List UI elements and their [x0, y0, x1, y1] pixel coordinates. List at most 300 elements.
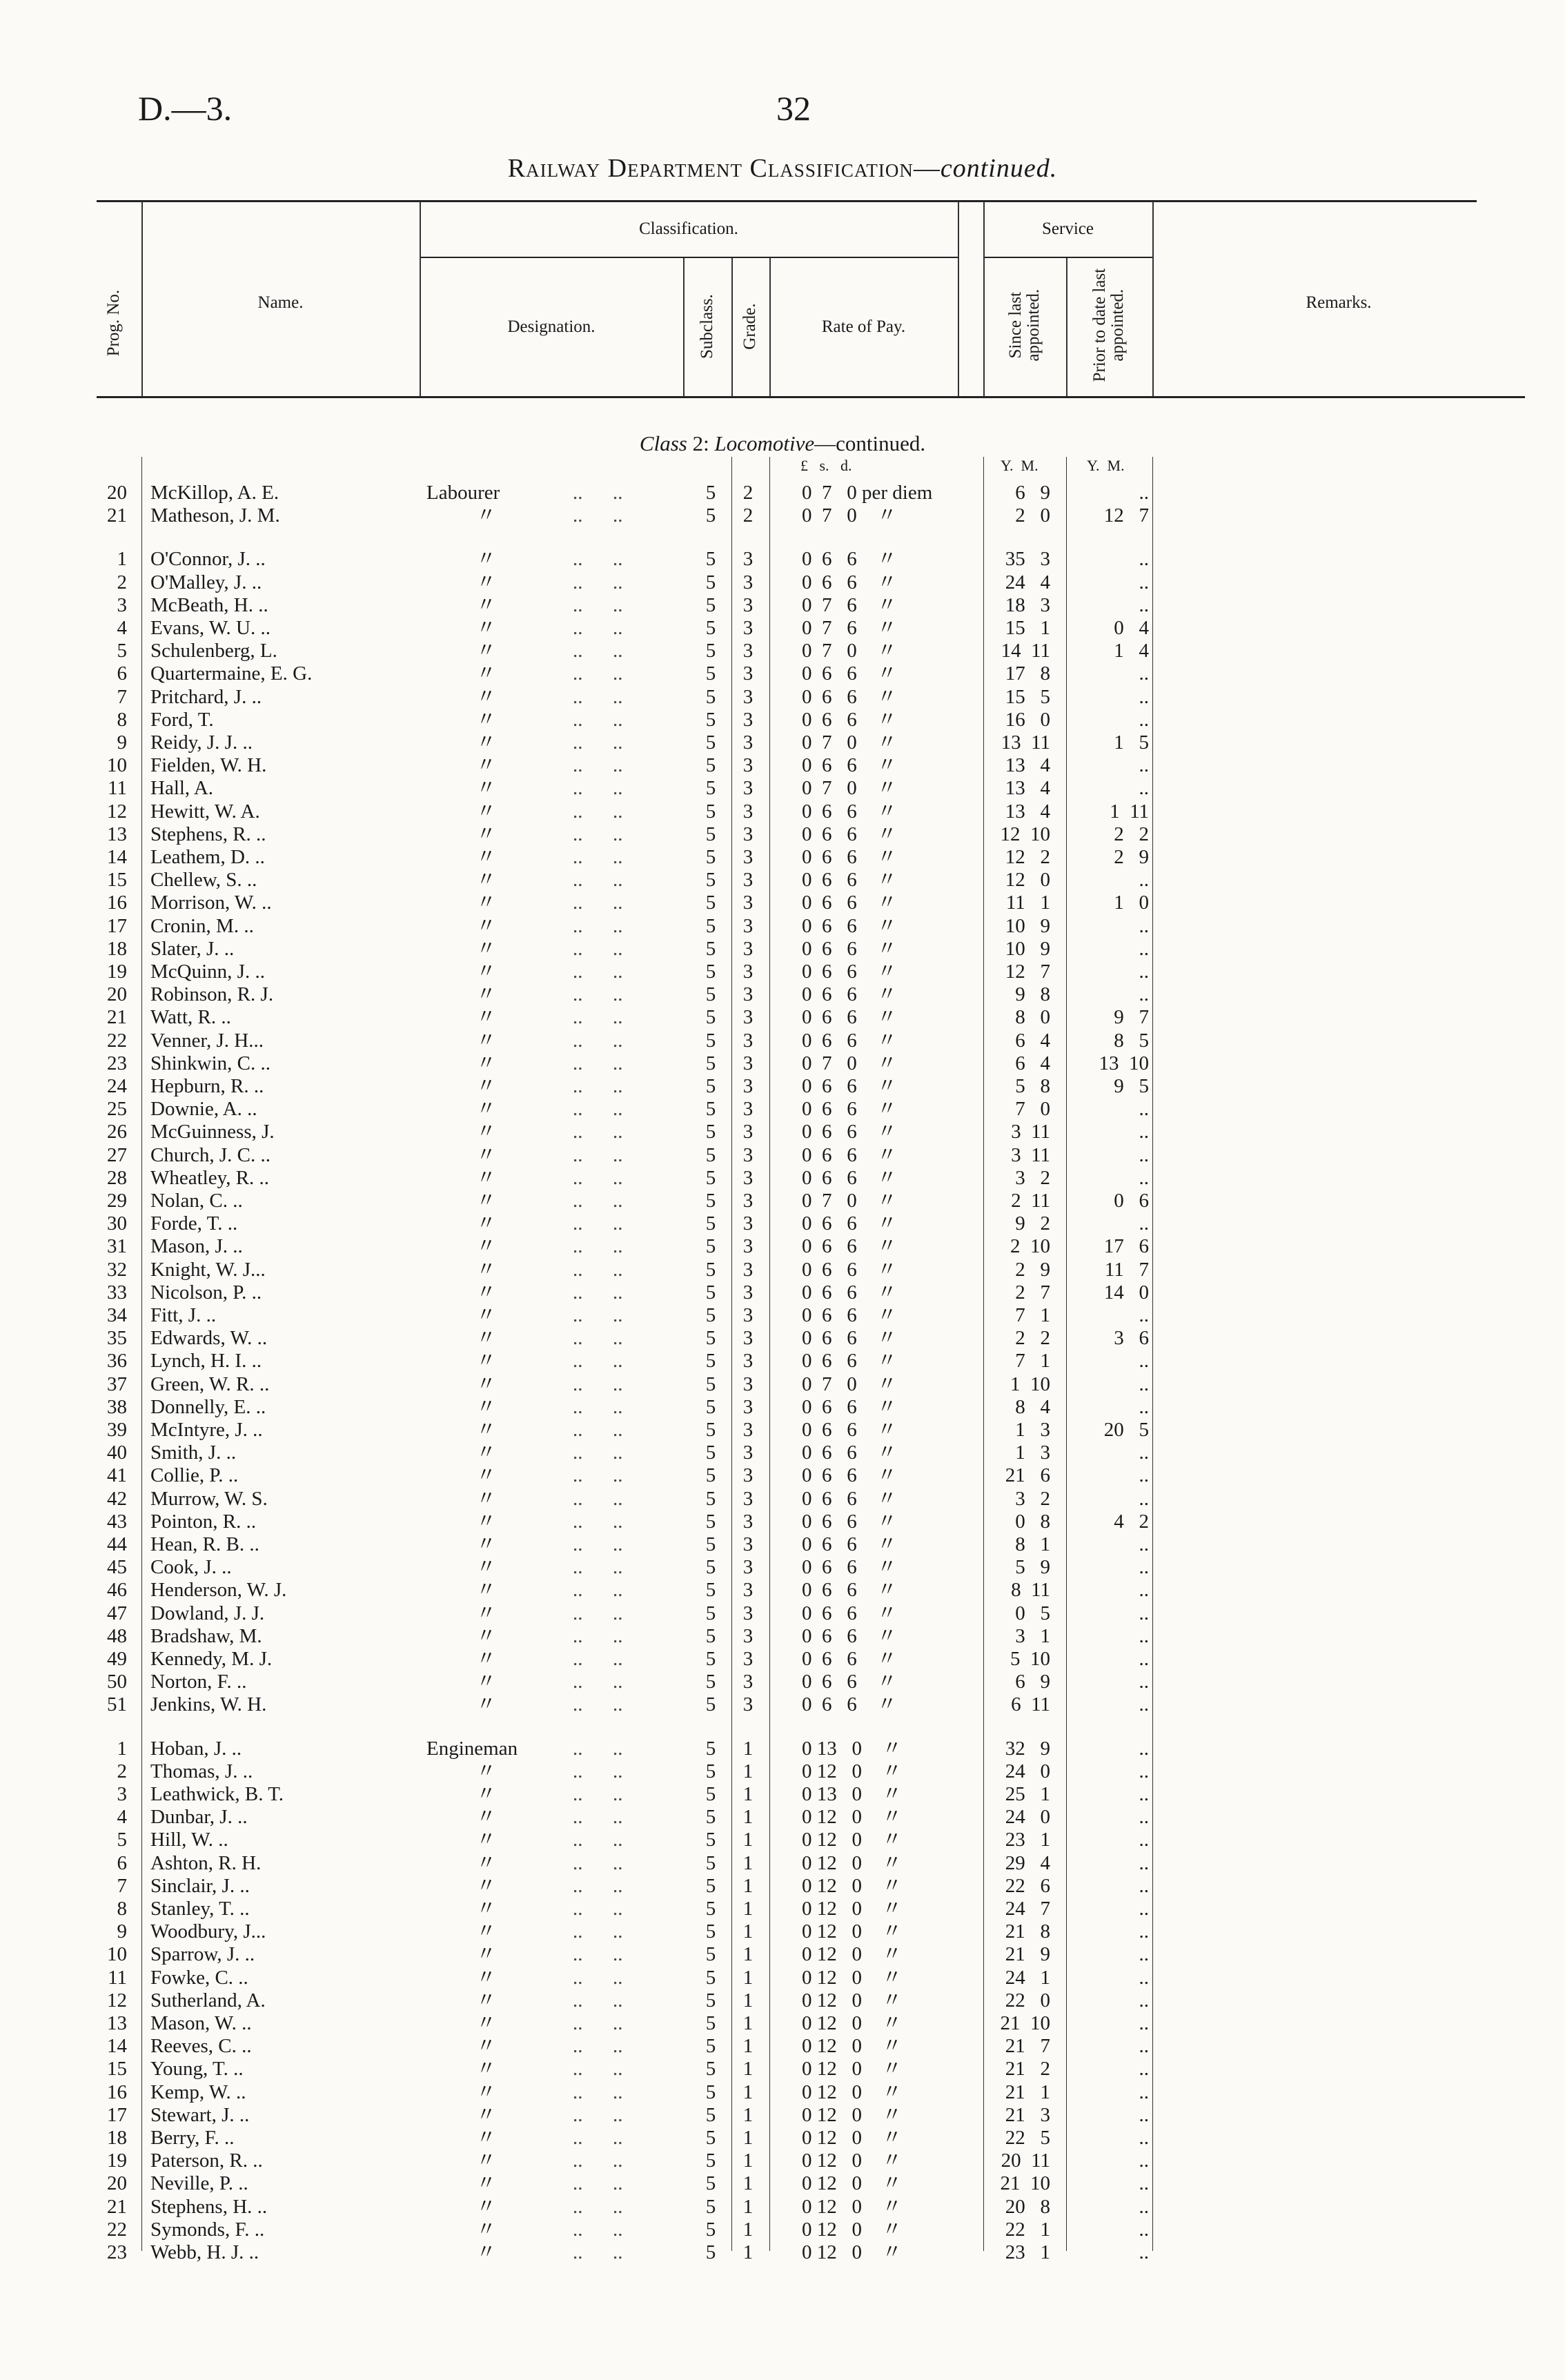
row-subclass: 5 [705, 1212, 716, 1235]
row-name: Leathem, D. .. [150, 846, 265, 868]
row-rate-of-pay: 0 6 6 〃 [802, 983, 897, 1005]
leader-dots: .. .. [573, 983, 623, 1005]
row-designation: 〃 [476, 1190, 497, 1212]
row-name: Kemp, W. .. [150, 2081, 246, 2103]
table-row [0, 1671, 1565, 1693]
row-prog-no: 3 [117, 594, 127, 616]
row-prog-no: 10 [107, 754, 127, 776]
row-since-last: 21 9 [1005, 1943, 1050, 1965]
row-prog-no: 8 [117, 1898, 127, 1920]
row-subclass: 5 [705, 2127, 716, 2149]
row-name: Green, W. R. .. [150, 1373, 270, 1395]
table-row [0, 1006, 1565, 1029]
row-designation: 〃 [476, 1327, 497, 1349]
leader-dots: .. .. [573, 2104, 623, 2126]
row-subclass: 5 [705, 1898, 716, 1920]
leader-dots: .. .. [573, 1738, 623, 1760]
pay-units: £ s. d. [800, 457, 852, 474]
row-prior-to-date: .. [1139, 1579, 1149, 1601]
row-prog-no: 18 [107, 938, 127, 960]
row-since-last: 5 8 [1015, 1075, 1050, 1097]
leader-dots: .. .. [573, 846, 623, 868]
row-rate-of-pay: 0 12 0 〃 [802, 2058, 903, 2080]
table-row [0, 640, 1565, 662]
row-rate-of-pay: 0 6 6 〃 [802, 800, 897, 823]
row-subclass: 5 [705, 504, 716, 527]
row-rate-of-pay: 0 7 0 per diem [802, 482, 933, 504]
row-name: Venner, J. H... [150, 1030, 264, 1052]
row-prior-to-date: .. [1139, 1304, 1149, 1326]
table-row [0, 1920, 1565, 1943]
row-name: Reeves, C. .. [150, 2035, 252, 2057]
row-grade: 3 [742, 571, 754, 593]
row-grade: 3 [742, 1006, 754, 1028]
row-name: Lynch, H. I. .. [150, 1350, 262, 1372]
prior-units: Y. M. [1087, 457, 1125, 474]
row-name: Norton, F. .. [150, 1671, 247, 1693]
row-since-last: 24 1 [1005, 1967, 1050, 1989]
row-name: Matheson, J. M. [150, 504, 280, 527]
row-since-last: 3 11 [1011, 1144, 1050, 1166]
row-designation: 〃 [476, 1625, 497, 1647]
col-prog-no: Prog. No. [104, 289, 123, 357]
table-row [0, 892, 1565, 914]
row-since-last: 20 11 [1001, 2150, 1050, 2172]
row-prior-to-date: .. [1139, 2219, 1149, 2241]
row-grade: 3 [742, 1556, 754, 1578]
row-prior-to-date: .. [1139, 1898, 1149, 1920]
table-row [0, 1898, 1565, 1920]
row-subclass: 5 [705, 1511, 716, 1533]
row-designation: 〃 [476, 1006, 497, 1028]
classification-subrule [420, 257, 958, 258]
row-since-last: 10 9 [1005, 915, 1050, 937]
row-name: Slater, J. .. [150, 938, 235, 960]
leader-dots: .. .. [573, 1693, 623, 1715]
row-grade: 1 [742, 2058, 754, 2080]
leader-dots: .. .. [573, 1190, 623, 1212]
row-designation: 〃 [476, 2104, 497, 2126]
row-grade: 1 [742, 1875, 754, 1897]
row-rate-of-pay: 0 12 0 〃 [802, 2219, 903, 2241]
row-prior-to-date: .. [1139, 983, 1149, 1005]
row-prior-to-date: 13 10 [1099, 1052, 1149, 1074]
row-designation: 〃 [476, 2219, 497, 2241]
row-grade: 1 [742, 2150, 754, 2172]
row-since-last: 21 10 [1000, 2012, 1050, 2034]
row-prog-no: 17 [107, 2104, 127, 2126]
row-prog-no: 20 [107, 482, 127, 504]
table-row [0, 571, 1565, 594]
table-row [0, 983, 1565, 1006]
row-name: Mason, W. .. [150, 2012, 252, 2034]
row-rate-of-pay: 0 6 6 〃 [802, 938, 897, 960]
leader-dots: .. .. [573, 594, 623, 616]
row-designation: 〃 [476, 594, 497, 616]
row-since-last: 7 0 [1015, 1098, 1050, 1120]
row-prog-no: 23 [107, 2241, 127, 2263]
page-title [0, 153, 1565, 184]
row-prog-no: 3 [117, 1783, 127, 1805]
row-since-last: 0 5 [1015, 1602, 1050, 1624]
row-name: Kennedy, M. J. [150, 1648, 273, 1670]
row-designation: 〃 [476, 1829, 497, 1851]
row-grade: 1 [742, 2172, 754, 2194]
row-since-last: 9 8 [1015, 983, 1050, 1005]
row-designation: 〃 [476, 1579, 497, 1601]
class-heading-suffix: —continued. [814, 431, 926, 455]
leader-dots: .. .. [573, 1006, 623, 1028]
row-designation: 〃 [476, 1075, 497, 1097]
table-row [0, 2127, 1565, 2150]
row-rate-of-pay: 0 6 6 〃 [802, 823, 897, 845]
row-designation: 〃 [476, 1235, 497, 1257]
row-subclass: 5 [705, 594, 716, 616]
row-subclass: 5 [705, 1464, 716, 1486]
row-designation: 〃 [476, 686, 497, 708]
leader-dots: .. .. [573, 1829, 623, 1851]
leader-dots: .. .. [573, 1671, 623, 1693]
row-since-last: 15 1 [1005, 617, 1050, 639]
row-grade: 3 [742, 1304, 754, 1326]
row-subclass: 5 [705, 1144, 716, 1166]
row-prior-to-date: 17 6 [1103, 1235, 1149, 1257]
row-subclass: 5 [705, 1259, 716, 1281]
row-since-last: 8 0 [1015, 1006, 1050, 1028]
row-designation: 〃 [476, 1852, 497, 1874]
row-rate-of-pay: 0 6 6 〃 [802, 1259, 897, 1281]
row-prog-no: 20 [107, 2172, 127, 2194]
row-prog-no: 2 [117, 571, 127, 593]
row-prior-to-date: .. [1139, 1533, 1149, 1555]
row-prog-no: 18 [107, 2127, 127, 2149]
row-since-last: 2 0 [1015, 504, 1050, 527]
since-units: Y. M. [1001, 457, 1039, 474]
row-since-last: 9 2 [1015, 1212, 1050, 1235]
row-designation: 〃 [476, 1281, 497, 1304]
row-grade: 1 [742, 2196, 754, 2218]
row-subclass: 5 [705, 1760, 716, 1782]
row-prog-no: 42 [107, 1488, 127, 1510]
row-subclass: 5 [705, 1783, 716, 1805]
row-grade: 3 [742, 1030, 754, 1052]
row-prior-to-date: .. [1139, 1875, 1149, 1897]
row-rate-of-pay: 0 12 0 〃 [802, 2012, 903, 2034]
row-name: Shinkwin, C. .. [150, 1052, 271, 1074]
row-grade: 2 [742, 504, 754, 527]
service-subrule [983, 257, 1152, 258]
row-since-last: 2 11 [1011, 1190, 1050, 1212]
table-row [0, 1783, 1565, 1806]
row-prog-no: 21 [107, 1006, 127, 1028]
row-since-last: 12 10 [1000, 823, 1050, 845]
row-subclass: 5 [705, 617, 716, 639]
row-grade: 3 [742, 662, 754, 685]
row-since-last: 2 9 [1015, 1259, 1050, 1281]
row-prog-no: 38 [107, 1396, 127, 1418]
row-name: Nicolson, P. .. [150, 1281, 262, 1304]
leader-dots: .. .. [573, 754, 623, 776]
row-prior-to-date: .. [1139, 1920, 1149, 1943]
row-prog-no: 6 [117, 1852, 127, 1874]
row-name: Wheatley, R. .. [150, 1167, 270, 1189]
leader-dots: .. .. [573, 1783, 623, 1805]
table-row [0, 1579, 1565, 1602]
leader-dots: .. .. [573, 1556, 623, 1578]
row-prog-no: 27 [107, 1144, 127, 1166]
row-since-last: 12 2 [1005, 846, 1050, 868]
leader-dots: .. .. [573, 2150, 623, 2172]
leader-dots: .. .. [573, 1875, 623, 1897]
row-designation: 〃 [476, 1943, 497, 1965]
row-prior-to-date: 8 5 [1114, 1030, 1149, 1052]
row-subclass: 5 [705, 1920, 716, 1943]
table-row [0, 2241, 1565, 2264]
row-prog-no: 44 [107, 1533, 127, 1555]
leader-dots: .. .. [573, 800, 623, 823]
leader-dots: .. .. [573, 1511, 623, 1533]
row-rate-of-pay: 0 6 6 〃 [802, 1579, 897, 1601]
col-since-last-appointed: Since last appointed. [1005, 288, 1043, 362]
row-name: Forde, T. .. [150, 1212, 238, 1235]
row-prior-to-date: 1 11 [1110, 800, 1149, 823]
row-designation: 〃 [476, 754, 497, 776]
row-grade: 3 [742, 1144, 754, 1166]
table-row [0, 1760, 1565, 1783]
leader-dots: .. .. [573, 1533, 623, 1555]
table-row [0, 686, 1565, 709]
row-prior-to-date: .. [1139, 1760, 1149, 1782]
row-name: Stephens, H. .. [150, 2196, 268, 2218]
table-row [0, 548, 1565, 571]
row-designation: 〃 [476, 800, 497, 823]
row-prog-no: 13 [107, 2012, 127, 2034]
row-prior-to-date: .. [1139, 1989, 1149, 2012]
row-grade: 3 [742, 1442, 754, 1464]
row-name: Cook, J. .. [150, 1556, 232, 1578]
row-since-last: 1 3 [1015, 1419, 1050, 1441]
row-designation: 〃 [476, 617, 497, 639]
row-rate-of-pay: 0 6 6 〃 [802, 1327, 897, 1349]
row-since-last: 35 3 [1005, 548, 1050, 570]
table-row [0, 2150, 1565, 2172]
table-row [0, 1304, 1565, 1327]
row-rate-of-pay: 0 12 0 〃 [802, 2172, 903, 2194]
row-subclass: 5 [705, 1304, 716, 1326]
row-grade: 1 [742, 1783, 754, 1805]
row-designation: 〃 [476, 1875, 497, 1897]
table-row [0, 1396, 1565, 1419]
row-grade: 3 [742, 1281, 754, 1304]
row-name: Cronin, M. .. [150, 915, 254, 937]
row-subclass: 5 [705, 709, 716, 731]
row-grade: 1 [742, 1943, 754, 1965]
row-since-last: 6 11 [1011, 1693, 1050, 1715]
table-row [0, 2196, 1565, 2219]
row-name: Fowke, C. .. [150, 1967, 248, 1989]
row-prog-no: 16 [107, 892, 127, 914]
row-prog-no: 1 [117, 1738, 127, 1760]
table-row [0, 1075, 1565, 1098]
row-prog-no: 5 [117, 1829, 127, 1851]
row-since-last: 21 6 [1005, 1464, 1050, 1486]
row-prog-no: 22 [107, 2219, 127, 2241]
row-prog-no: 21 [107, 2196, 127, 2218]
row-designation: 〃 [476, 1488, 497, 1510]
row-grade: 3 [742, 777, 754, 799]
row-designation: 〃 [476, 2081, 497, 2103]
row-name: Symonds, F. .. [150, 2219, 265, 2241]
row-grade: 1 [742, 1760, 754, 1782]
row-prior-to-date: 2 2 [1114, 823, 1149, 845]
row-prior-to-date: .. [1139, 1602, 1149, 1624]
row-prog-no: 40 [107, 1442, 127, 1464]
leader-dots: .. .. [573, 2196, 623, 2218]
table-row [0, 1144, 1565, 1167]
row-designation: 〃 [476, 1167, 497, 1189]
table-header-bottom-rule [97, 396, 1525, 398]
row-name: Evans, W. U. .. [150, 617, 270, 639]
row-designation: 〃 [476, 823, 497, 845]
row-name: Knight, W. J... [150, 1259, 266, 1281]
row-name: Chellew, S. .. [150, 869, 257, 891]
row-name: Sinclair, J. .. [150, 1875, 250, 1897]
leader-dots: .. .. [573, 1898, 623, 1920]
row-prog-no: 31 [107, 1235, 127, 1257]
row-rate-of-pay: 0 6 6 〃 [802, 1212, 897, 1235]
row-subclass: 5 [705, 1121, 716, 1143]
row-subclass: 5 [705, 1052, 716, 1074]
row-name: Hill, W. .. [150, 1829, 228, 1851]
leader-dots: .. .. [573, 1052, 623, 1074]
row-prog-no: 11 [108, 777, 127, 799]
row-since-last: 21 3 [1005, 2104, 1050, 2126]
row-since-last: 3 1 [1015, 1625, 1050, 1647]
row-prior-to-date: .. [1139, 1212, 1149, 1235]
table-row [0, 2081, 1565, 2104]
row-designation: 〃 [476, 892, 497, 914]
row-prior-to-date: .. [1139, 2127, 1149, 2149]
row-grade: 1 [742, 1829, 754, 1851]
row-rate-of-pay: 0 12 0 〃 [802, 1829, 903, 1851]
row-grade: 3 [742, 1693, 754, 1715]
table-row [0, 662, 1565, 685]
table-row [0, 1556, 1565, 1579]
row-grade: 3 [742, 1419, 754, 1441]
row-rate-of-pay: 0 12 0 〃 [802, 1989, 903, 2012]
leader-dots: .. .. [573, 2035, 623, 2057]
row-rate-of-pay: 0 6 6 〃 [802, 1167, 897, 1189]
row-rate-of-pay: 0 7 0 〃 [802, 1052, 897, 1074]
row-designation: 〃 [476, 1442, 497, 1464]
table-row [0, 1052, 1565, 1075]
row-grade: 3 [742, 1259, 754, 1281]
row-subclass: 5 [705, 754, 716, 776]
row-since-last: 22 5 [1005, 2127, 1050, 2149]
row-rate-of-pay: 0 6 6 〃 [802, 1442, 897, 1464]
row-designation: 〃 [476, 846, 497, 868]
row-prog-no: 12 [107, 800, 127, 823]
row-grade: 1 [742, 2127, 754, 2149]
row-designation: 〃 [476, 1648, 497, 1670]
col-subclass: Subclass. [697, 294, 716, 359]
row-grade: 3 [742, 1052, 754, 1074]
row-prior-to-date: 14 0 [1103, 1281, 1149, 1304]
row-grade: 1 [742, 1967, 754, 1989]
row-rate-of-pay: 0 12 0 〃 [802, 1852, 903, 1874]
row-rate-of-pay: 0 6 6 〃 [802, 548, 897, 570]
row-designation: 〃 [476, 1098, 497, 1120]
table-row [0, 961, 1565, 983]
row-prog-no: 49 [107, 1648, 127, 1670]
row-subclass: 5 [705, 2035, 716, 2057]
row-designation: 〃 [476, 548, 497, 570]
row-designation: 〃 [476, 1693, 497, 1715]
row-grade: 3 [742, 869, 754, 891]
table-row [0, 1030, 1565, 1052]
leader-dots: .. .. [573, 571, 623, 593]
table-row [0, 1281, 1565, 1304]
row-subclass: 5 [705, 1075, 716, 1097]
row-rate-of-pay: 0 6 6 〃 [802, 1006, 897, 1028]
row-since-last: 6 4 [1015, 1052, 1050, 1074]
row-rate-of-pay: 0 12 0 〃 [802, 1967, 903, 1989]
row-prog-no: 14 [107, 2035, 127, 2057]
row-prog-no: 4 [117, 1806, 127, 1828]
row-subclass: 5 [705, 1648, 716, 1670]
row-prior-to-date: 20 5 [1103, 1419, 1149, 1441]
row-rate-of-pay: 0 6 6 〃 [802, 1075, 897, 1097]
row-rate-of-pay: 0 12 0 〃 [802, 1760, 903, 1782]
row-subclass: 5 [705, 800, 716, 823]
row-rate-of-pay: 0 12 0 〃 [802, 1898, 903, 1920]
table-row [0, 2219, 1565, 2241]
row-name: Dunbar, J. .. [150, 1806, 248, 1828]
row-subclass: 5 [705, 823, 716, 845]
leader-dots: .. .. [573, 1989, 623, 2012]
row-rate-of-pay: 0 6 6 〃 [802, 1419, 897, 1441]
leader-dots: .. .. [573, 1464, 623, 1486]
row-prog-no: 8 [117, 709, 127, 731]
table-row [0, 482, 1565, 504]
leader-dots: .. .. [573, 2172, 623, 2194]
row-prog-no: 6 [117, 662, 127, 685]
row-name: Donnelly, E. .. [150, 1396, 266, 1418]
row-prog-no: 41 [107, 1464, 127, 1486]
row-grade: 3 [742, 961, 754, 983]
row-prior-to-date: .. [1139, 1396, 1149, 1418]
class-heading-name: Locomotive [714, 431, 815, 455]
row-name: O'Malley, J. .. [150, 571, 262, 593]
row-designation: 〃 [476, 2241, 497, 2263]
row-subclass: 5 [705, 571, 716, 593]
row-rate-of-pay: 0 12 0 〃 [802, 1943, 903, 1965]
leader-dots: .. .. [573, 1943, 623, 1965]
table-row [0, 1212, 1565, 1235]
row-name: Quartermaine, E. G. [150, 662, 313, 685]
row-prior-to-date: .. [1139, 2012, 1149, 2034]
row-designation: 〃 [476, 1212, 497, 1235]
table-row [0, 938, 1565, 961]
row-prior-to-date: .. [1139, 1806, 1149, 1828]
row-prior-to-date: 3 6 [1114, 1327, 1149, 1349]
class-heading-number: 2: [692, 431, 709, 455]
row-subclass: 5 [705, 731, 716, 754]
row-prior-to-date: .. [1139, 482, 1149, 504]
row-grade: 1 [742, 2081, 754, 2103]
row-prog-no: 5 [117, 640, 127, 662]
row-subclass: 5 [705, 1190, 716, 1212]
